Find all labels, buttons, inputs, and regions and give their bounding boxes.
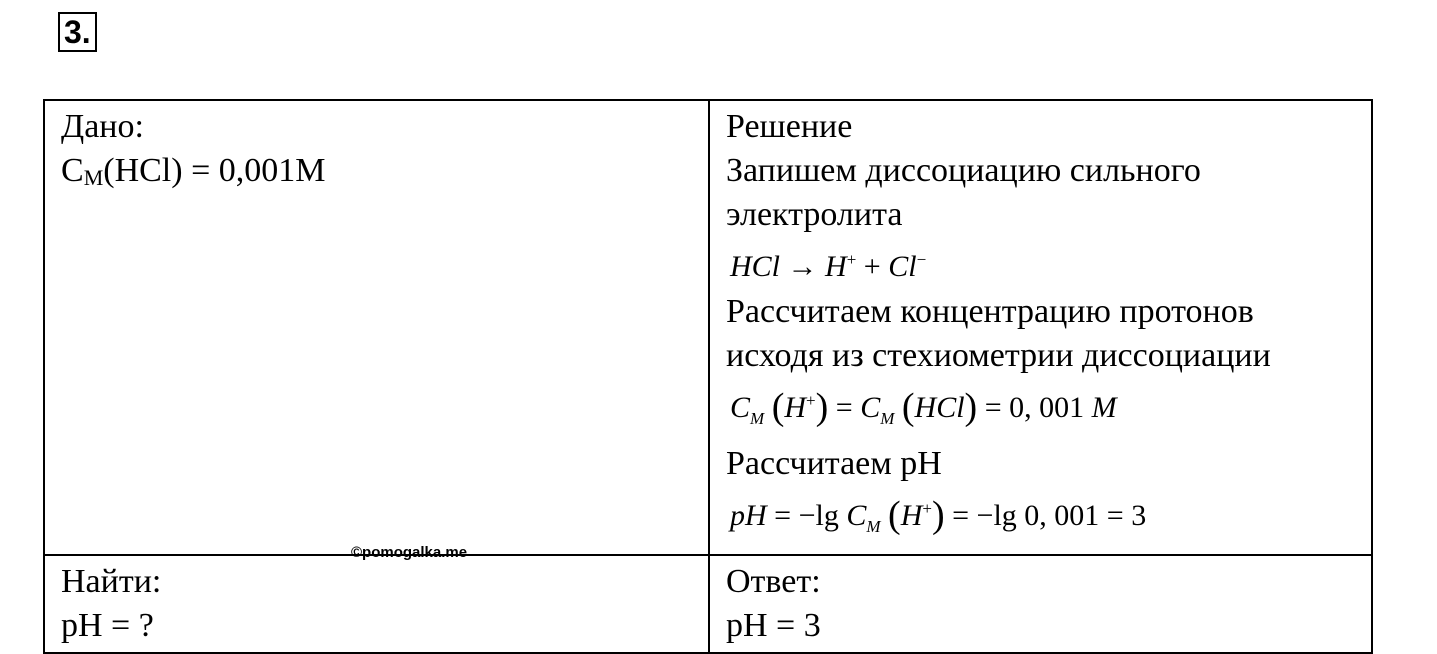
table-row — [44, 555, 1372, 653]
solution-cell — [709, 100, 1372, 555]
problem-number: 3. — [58, 12, 97, 52]
step1-line1: Запишем диссоциацию сильного — [726, 152, 1201, 189]
find-cell — [44, 555, 709, 653]
table-row — [44, 100, 1372, 555]
answer-value: pH = 3 — [726, 607, 821, 644]
given-condition: $C_M(HCl) = 0,001M$ — [61, 152, 326, 190]
answer-cell — [709, 555, 1372, 653]
solution-heading: Решение — [726, 108, 853, 145]
proton-concentration-equation: $C_M$ $(H^+) = C_M$ (HCl) = 0, 001 M — [730, 386, 1117, 428]
answer-heading: Ответ: — [726, 563, 821, 600]
task-table — [43, 99, 1373, 654]
given-cell — [44, 100, 709, 561]
step2-line1: Рассчитаем концентрацию протонов — [726, 293, 1254, 330]
find-heading: Найти: — [61, 563, 162, 600]
step1-line2: электролита — [726, 196, 903, 233]
given-heading: Дано: — [61, 108, 144, 145]
dissociation-equation: HCl → H+ + Cl− — [730, 250, 927, 283]
ph-equation: pH = −lg $C_M$ (H+) = −lg 0, 001 = 3 — [730, 494, 1147, 536]
step3-text: Рассчитаем pH — [726, 445, 942, 482]
find-value: pH = ? — [61, 607, 154, 644]
step2-line2: исходя из стехиометрии диссоциации — [726, 337, 1271, 374]
watermark: ©pomogalka.me — [351, 544, 468, 561]
